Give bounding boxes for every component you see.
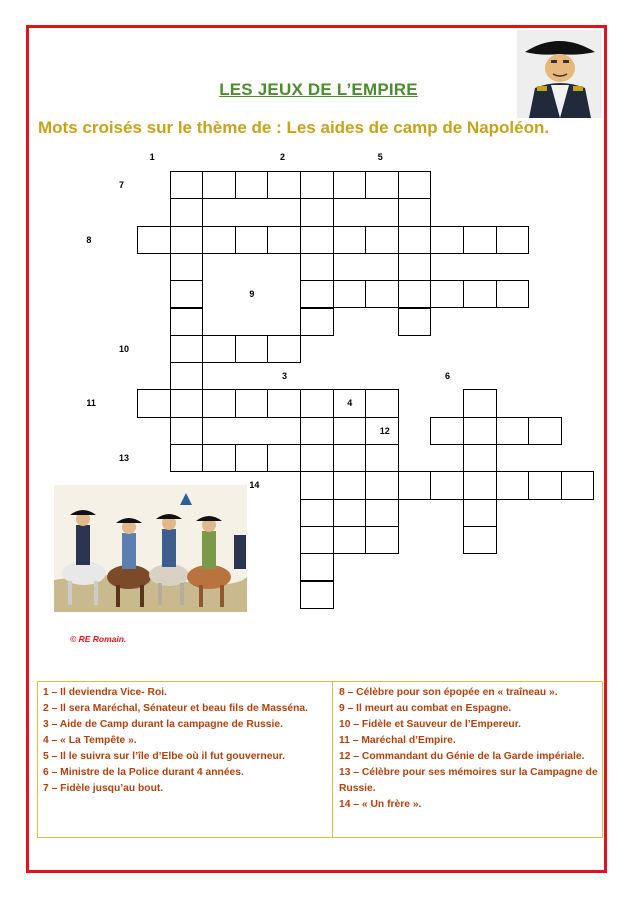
grid-cell[interactable] (333, 280, 367, 308)
grid-cell[interactable] (170, 308, 204, 336)
clue-number: 2 (280, 152, 286, 162)
grid-cell[interactable] (365, 444, 399, 472)
grid-cell[interactable] (267, 171, 301, 199)
grid-cell[interactable] (398, 308, 432, 336)
napoleon-figurine-image (517, 30, 602, 118)
clues-divider (332, 682, 333, 837)
grid-cell[interactable] (463, 471, 497, 499)
clue-item: 14 – « Un frère ». (339, 799, 422, 810)
grid-cell[interactable] (430, 280, 464, 308)
clues-horizontal (339, 685, 601, 813)
grid-cell[interactable] (333, 417, 367, 445)
grid-cell[interactable] (300, 198, 334, 226)
clue-number: 11 (86, 398, 96, 409)
grid-cell[interactable] (202, 226, 236, 254)
clue-number: 1 (149, 152, 155, 162)
grid-cell[interactable] (170, 280, 204, 308)
clue-item: 10 – Fidèle et Sauveur de l’Empereur. (339, 719, 521, 730)
grid-cell[interactable] (528, 417, 562, 445)
grid-cell[interactable] (170, 171, 204, 199)
grid-cell[interactable] (267, 335, 301, 363)
page-title: LES JEUX DE L’EMPIRE (219, 80, 418, 99)
grid-cell[interactable] (365, 280, 399, 308)
grid-cell[interactable] (170, 198, 204, 226)
grid-cell[interactable] (170, 362, 204, 390)
page-subtitle: Mots croisés sur le thème de : Les aides de camp de Napoléon. (38, 118, 550, 137)
clues-vertical (43, 685, 328, 797)
grid-cell[interactable] (463, 444, 497, 472)
grid-cell[interactable] (300, 581, 334, 609)
grid-cell[interactable] (333, 444, 367, 472)
grid-cell[interactable] (300, 308, 334, 336)
clue-number: 6 (445, 371, 451, 382)
grid-cell[interactable] (463, 417, 497, 445)
grid-cell[interactable] (333, 171, 367, 199)
clue-item: 8 – Célèbre pour son épopée en « traîneau ». (339, 687, 558, 698)
grid-cell[interactable] (333, 526, 367, 554)
copyright-note: © RE Romain. (70, 634, 127, 644)
grid-cell[interactable] (170, 444, 204, 472)
grid-cell[interactable] (365, 171, 399, 199)
grid-cell[interactable] (137, 226, 171, 254)
grid-cell[interactable] (398, 226, 432, 254)
grid-cell[interactable] (300, 171, 334, 199)
grid-cell[interactable] (235, 171, 269, 199)
grid-cell[interactable] (463, 499, 497, 527)
grid-cell[interactable] (365, 471, 399, 499)
grid-cell[interactable] (170, 335, 204, 363)
clue-item: 11 – Maréchal d’Empire. (339, 735, 456, 746)
grid-cell[interactable] (463, 226, 497, 254)
clue-number: 10 (119, 343, 130, 354)
clue-item: 2 – Il sera Maréchal, Sénateur et beau fils de Masséna. (43, 703, 308, 714)
clue-number: 4 (347, 398, 353, 409)
grid-cell[interactable] (202, 171, 236, 199)
grid-cell[interactable] (496, 280, 530, 308)
grid-cell[interactable] (365, 526, 399, 554)
grid-cell[interactable] (170, 417, 204, 445)
clue-number: 8 (86, 234, 92, 245)
grid-cell[interactable] (398, 280, 432, 308)
grid-cell[interactable] (333, 471, 367, 499)
grid-cell[interactable] (365, 226, 399, 254)
grid-cell[interactable] (398, 471, 432, 499)
grid-cell[interactable] (496, 417, 530, 445)
grid-cell[interactable] (333, 499, 367, 527)
grid-cell[interactable] (202, 444, 236, 472)
grid-cell[interactable] (430, 226, 464, 254)
clue-number: 13 (119, 453, 130, 463)
grid-cell[interactable] (496, 226, 530, 254)
grid-cell[interactable] (463, 280, 497, 308)
clue-item: 6 – Ministre de la Police durant 4 années. (43, 767, 244, 778)
grid-cell[interactable] (235, 444, 269, 472)
grid-cell[interactable] (300, 499, 334, 527)
grid-cell[interactable] (202, 335, 236, 363)
clue-number: 5 (377, 152, 383, 162)
grid-cell[interactable] (235, 226, 269, 254)
grid-cell[interactable] (430, 471, 464, 499)
grid-cell[interactable] (333, 226, 367, 254)
grid-cell[interactable] (267, 444, 301, 472)
grid-cell[interactable] (528, 471, 562, 499)
grid-cell[interactable] (202, 389, 236, 417)
grid-cell[interactable] (365, 499, 399, 527)
grid-cell[interactable] (267, 389, 301, 417)
grid-cell[interactable] (235, 389, 269, 417)
grid-cell[interactable] (430, 417, 464, 445)
grid-cell[interactable] (170, 226, 204, 254)
clue-item: 9 – Il meurt au combat en Espagne. (339, 703, 512, 714)
clue-number: 3 (282, 371, 288, 382)
clue-item: 12 – Commandant du Génie de la Garde impériale. (339, 751, 585, 762)
clue-item: 5 – Il le suivra sur l’île d’Elbe où il fut gouverneur. (43, 751, 286, 762)
grid-cell[interactable] (300, 444, 334, 472)
grid-cell[interactable] (300, 389, 334, 417)
grid-cell[interactable] (300, 471, 334, 499)
clue-item: 13 – Célèbre pour ses mémoires sur la Campagne de Russie. (339, 767, 598, 794)
clue-item: 3 – Aide de Camp durant la campagne de Russie. (43, 719, 283, 730)
grid-cell[interactable] (300, 280, 334, 308)
clue-item: 7 – Fidèle jusqu’au bout. (43, 783, 164, 794)
grid-cell[interactable] (398, 198, 432, 226)
clue-number: 12 (379, 425, 390, 436)
grid-cell[interactable] (365, 389, 399, 417)
grid-cell[interactable] (300, 253, 334, 281)
grid-cell[interactable] (300, 526, 334, 554)
grid-cell[interactable] (496, 471, 530, 499)
grid-cell[interactable] (300, 417, 334, 445)
grid-cell[interactable] (300, 226, 334, 254)
grid-cell[interactable] (170, 253, 204, 281)
clues-box (37, 681, 603, 838)
grid-cell[interactable] (267, 226, 301, 254)
clue-number: 9 (249, 289, 255, 300)
grid-cell[interactable] (463, 526, 497, 554)
grid-cell[interactable] (137, 389, 171, 417)
clue-number: 14 (249, 480, 260, 491)
grid-cell[interactable] (463, 389, 497, 417)
grid-cell[interactable] (561, 471, 595, 499)
grid-cell[interactable] (398, 171, 432, 199)
grid-cell[interactable] (170, 389, 204, 417)
grid-cell[interactable] (398, 253, 432, 281)
grid-cell[interactable] (235, 335, 269, 363)
clue-number: 7 (119, 180, 125, 190)
clue-item: 1 – Il deviendra Vice- Roi. (43, 687, 167, 698)
aides-de-camp-painting (54, 485, 247, 612)
grid-cell[interactable] (300, 553, 334, 581)
clue-item: 4 – « La Tempête ». (43, 735, 137, 746)
